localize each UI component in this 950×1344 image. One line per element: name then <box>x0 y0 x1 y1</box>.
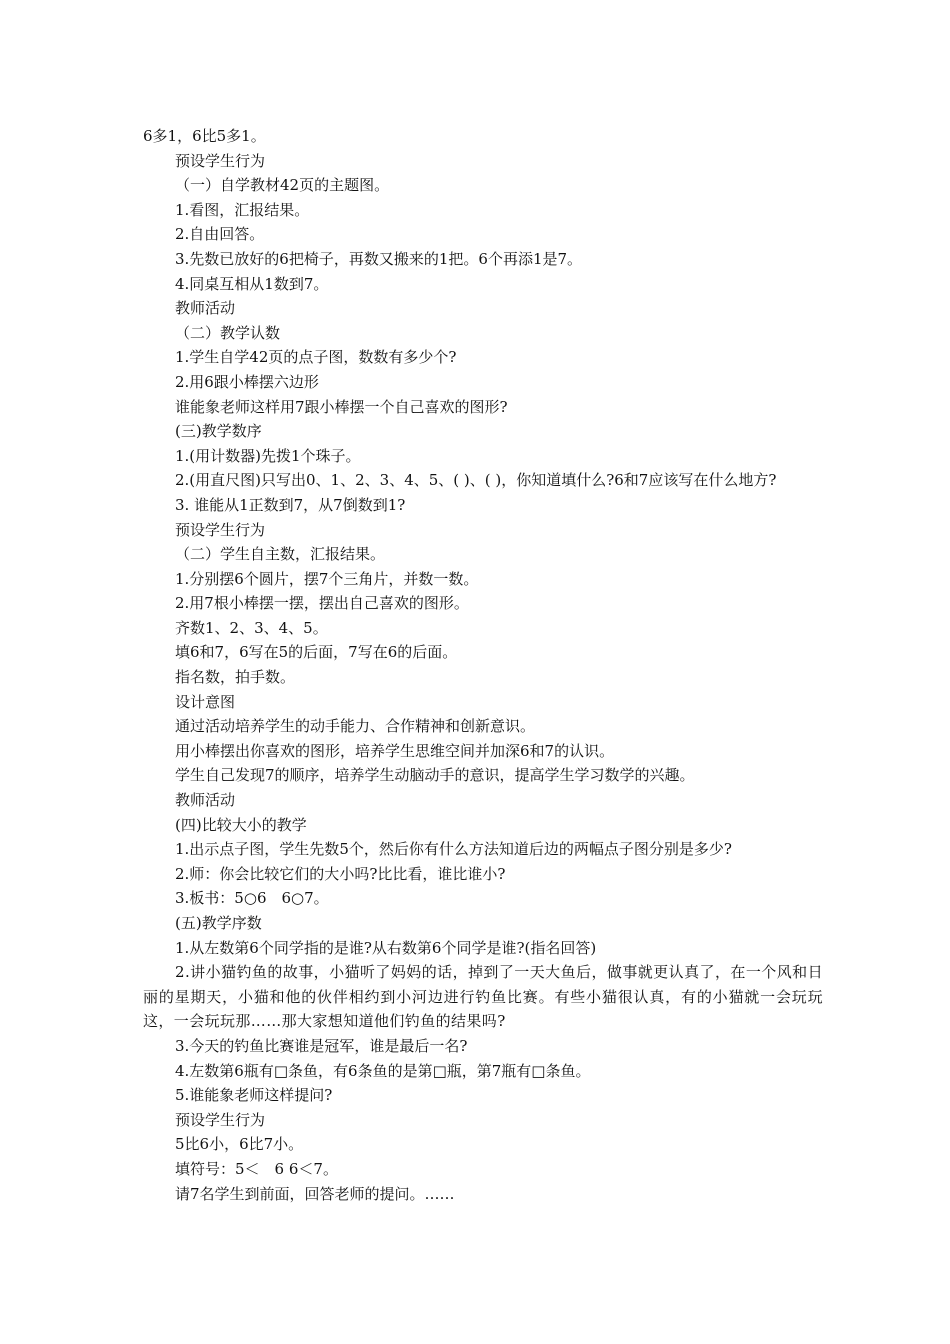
text-line: 1.从左数第6个同学指的是谁?从右数第6个同学是谁?(指名回答) <box>175 938 597 957</box>
section-heading: (五)教学序数 <box>175 914 262 932</box>
text-line: 谁能象老师这样用7跟小棒摆一个自己喜欢的图形? <box>175 397 508 416</box>
text-line: 6多1，6比5多1。 <box>143 127 266 145</box>
text-line: 5.谁能象老师这样提问? <box>175 1086 333 1105</box>
text-line: 2.(用直尺图)只写出0、1、2、3、4、5、( )、( )，你知道填什么?6和7应该写在什么地方? <box>175 471 777 490</box>
story-paragraph: 2.讲小猫钓鱼的故事，小猫听了妈妈的话，掉到了一天大鱼后，做事就更认真了，在一个风和日丽的星期天，小猫和他的伙伴相约到小河边进行钓鱼比赛。有些小猫很认真，有的小猫就一会玩玩这，一会玩玩那……那大家想知道他们钓鱼的结果吗? <box>143 963 823 1031</box>
section-heading: （二）学生自主数，汇报结果。 <box>175 545 386 564</box>
text-line: 1.学生自学42页的点子图，数数有多少个? <box>175 348 457 367</box>
text-line: 2.师：你会比较它们的大小吗?比比看，谁比谁小? <box>175 864 506 883</box>
text-line: 2.用6跟小棒摆六边形 <box>175 372 319 391</box>
section-heading: (四)比较大小的教学 <box>175 815 307 834</box>
section-label: 预设学生行为 <box>175 1110 266 1129</box>
text-line: 3.先数已放好的6把椅子，再数又搬来的1把。6个再添1是7。 <box>175 249 583 268</box>
section-heading: （一）自学教材42页的主题图。 <box>175 176 390 195</box>
text-line: 齐数1、2、3、4、5。 <box>175 618 328 637</box>
text-line: 4.左数第6瓶有□条鱼，有6条鱼的是第□瓶，第7瓶有□条鱼。 <box>175 1061 591 1080</box>
text-line: 请7名学生到前面，回答老师的提问。…… <box>175 1184 455 1203</box>
section-heading: （二）教学认数 <box>175 323 281 342</box>
text-line: 3.板书：5○6 6○7。 <box>175 889 329 908</box>
text-line: 1.分别摆6个圆片，摆7个三角片，并数一数。 <box>175 569 479 588</box>
text-line: 通过活动培养学生的动手能力、合作精神和创新意识。 <box>175 717 536 736</box>
text-line: 用小棒摆出你喜欢的图形，培养学生思维空间并加深6和7的认识。 <box>175 741 615 760</box>
text-line: 4.同桌互相从1数到7。 <box>175 274 329 293</box>
text-line: 3.今天的钓鱼比赛谁是冠军，谁是最后一名? <box>175 1036 468 1055</box>
text-line: 2.自由回答。 <box>175 225 265 244</box>
section-label: 教师活动 <box>175 299 236 318</box>
text-line: 学生自己发现7的顺序，培养学生动脑动手的意识，提高学生学习数学的兴趣。 <box>175 766 695 785</box>
section-label: 预设学生行为 <box>175 520 266 539</box>
text-line: 2.用7根小棒摆一摆，摆出自己喜欢的图形。 <box>175 594 469 613</box>
section-label: 预设学生行为 <box>175 151 266 170</box>
text-line: 5比6小，6比7小。 <box>175 1135 304 1154</box>
text-line: 指名数，拍手数。 <box>175 668 296 687</box>
section-label: 设计意图 <box>175 692 236 711</box>
document-body <box>143 124 823 1206</box>
text-line: 1.出示点子图，学生先数5个，然后你有什么方法知道后边的两幅点子图分别是多少? <box>175 840 732 859</box>
section-heading: (三)教学数序 <box>175 422 262 441</box>
text-line: 3. 谁能从1正数到7，从7倒数到1? <box>175 495 406 514</box>
text-line: 填6和7，6写在5的后面，7写在6的后面。 <box>175 643 458 662</box>
text-line: 填符号：5＜ 6 6＜7。 <box>175 1159 338 1178</box>
text-line: 1.(用计数器)先拨1个珠子。 <box>175 446 361 465</box>
text-line: 1.看图，汇报结果。 <box>175 200 310 219</box>
section-label: 教师活动 <box>175 791 236 810</box>
